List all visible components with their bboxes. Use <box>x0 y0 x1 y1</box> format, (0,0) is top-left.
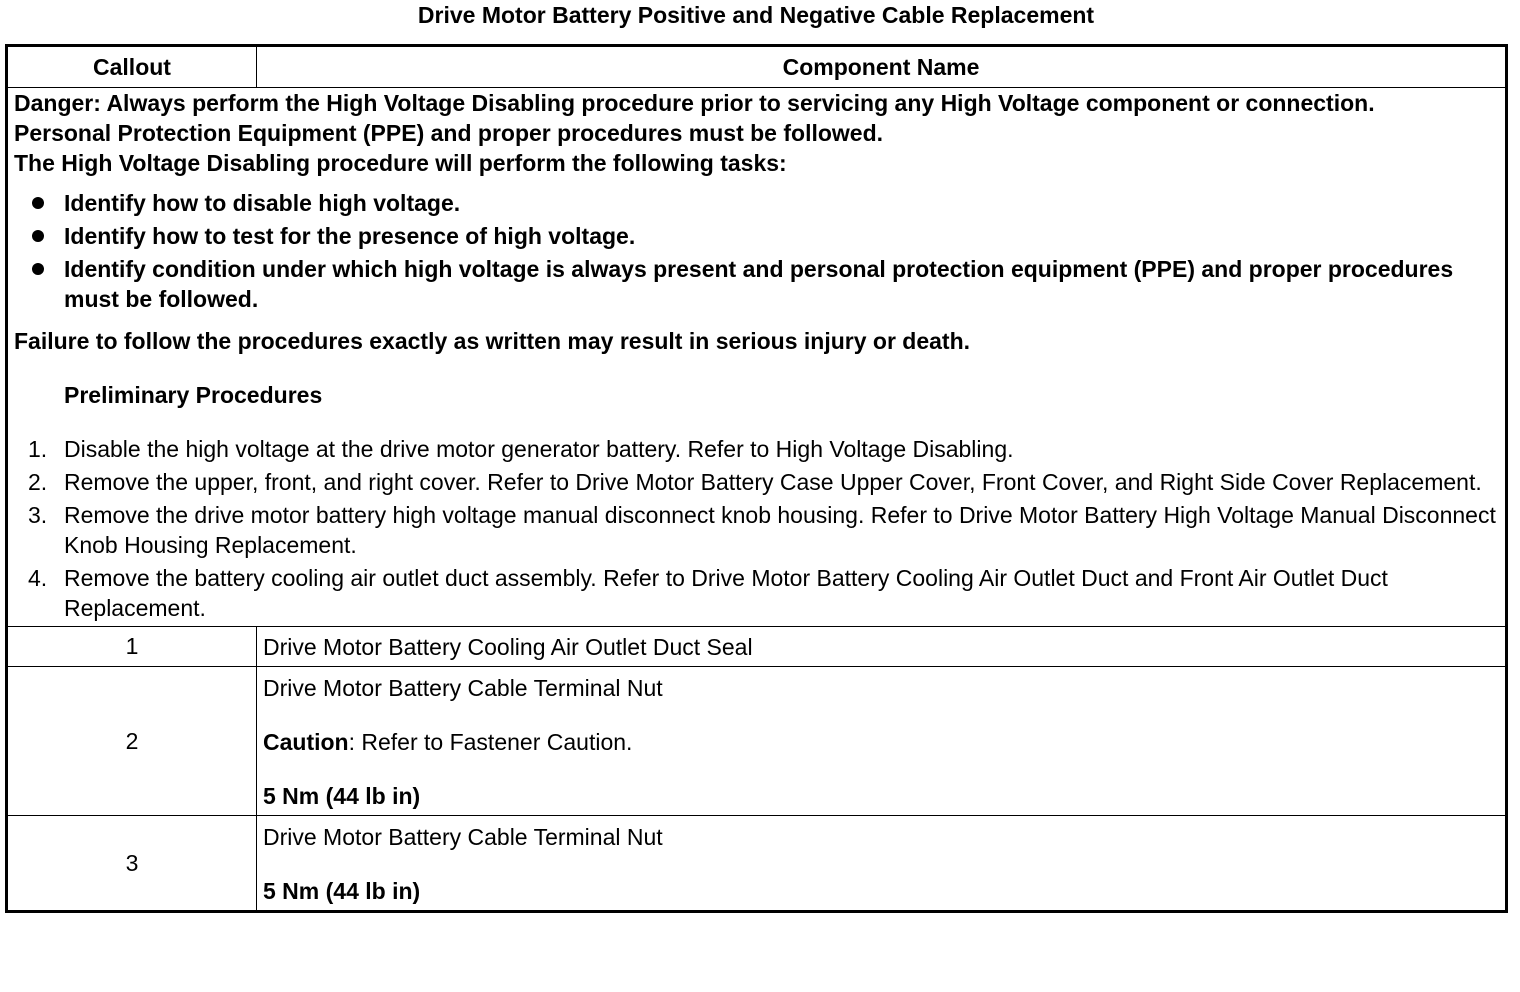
bullet-dot-icon <box>32 197 44 209</box>
table-row <box>7 816 1507 912</box>
task-bullet-list <box>14 188 1499 314</box>
preliminary-steps-list <box>14 434 1499 623</box>
caution-text: : Refer to Fastener Caution. <box>348 729 633 755</box>
torque-spec: 5 Nm (44 lb in) <box>263 783 421 809</box>
component-name-cell: Drive Motor Battery Cooling Air Outlet Duct Seal <box>257 627 1507 667</box>
component-name-column-header: Component Name <box>257 46 1507 88</box>
step-text: Disable the high voltage at the drive motor generator battery. Refer to High Voltage Disabling. <box>64 436 1014 462</box>
preliminary-procedures-heading: Preliminary Procedures <box>64 382 323 408</box>
notice-row <box>7 88 1507 627</box>
safety-notice <box>7 88 1507 627</box>
step-item <box>14 434 1499 464</box>
component-detail <box>263 667 1499 815</box>
step-item <box>14 467 1499 497</box>
step-text: Remove the battery cooling air outlet duct assembly. Refer to Drive Motor Battery Cooling Air Outlet Duct and Front Air Outlet Duct Replacement. <box>64 565 1388 621</box>
step-text: Remove the drive motor battery high voltage manual disconnect knob housing. Refer to Drive Motor Battery High Voltage Manual Disconnect Knob Housing Replacement. <box>64 502 1496 558</box>
callout-cell: 2 <box>7 667 257 816</box>
bullet-text: Identify how to disable high voltage. <box>64 190 461 216</box>
ppe-statement: Personal Protection Equipment (PPE) and proper procedures must be followed. <box>14 120 884 146</box>
bullet-dot-icon <box>32 230 44 242</box>
component-name-cell <box>257 816 1507 912</box>
component-table <box>5 44 1508 913</box>
component-name: Drive Motor Battery Cable Terminal Nut <box>263 824 663 850</box>
callout-cell: 1 <box>7 627 257 667</box>
step-text: Remove the upper, front, and right cover. Refer to Drive Motor Battery Case Upper Cover, Front Cover, and Right Side Cover Replacement. <box>64 469 1482 495</box>
step-number: 4. <box>28 565 48 591</box>
step-item <box>14 563 1499 623</box>
component-name-cell <box>257 667 1507 816</box>
bullet-text: Identify condition under which high voltage is always present and personal protection equipment (PPE) and proper procedures must be followed. <box>64 256 1454 312</box>
torque-spec: 5 Nm (44 lb in) <box>263 878 421 904</box>
step-number: 2. <box>28 469 48 495</box>
danger-warning: Danger: Always perform the High Voltage Disabling procedure prior to servicing any High Voltage component or connection. <box>14 90 1375 116</box>
callout-cell: 3 <box>7 816 257 912</box>
component-detail <box>263 816 1499 910</box>
bullet-item <box>14 221 1499 251</box>
callout-column-header: Callout <box>7 46 257 88</box>
step-item <box>14 500 1499 560</box>
table-row <box>7 627 1507 667</box>
step-number: 1. <box>28 436 48 462</box>
table-header-row <box>7 46 1507 88</box>
bullet-item <box>14 188 1499 218</box>
document-title: Drive Motor Battery Positive and Negative Cable Replacement <box>417 2 1095 28</box>
component-name: Drive Motor Battery Cable Terminal Nut <box>263 675 663 701</box>
failure-warning: Failure to follow the procedures exactly as written may result in serious injury or death. <box>14 328 971 354</box>
bullet-item <box>14 254 1499 314</box>
table-row <box>7 667 1507 816</box>
tasks-intro: The High Voltage Disabling procedure will perform the following tasks: <box>14 150 787 176</box>
caution-note <box>263 727 1499 757</box>
step-number: 3. <box>28 502 48 528</box>
bullet-dot-icon <box>32 263 44 275</box>
bullet-text: Identify how to test for the presence of high voltage. <box>64 223 636 249</box>
caution-label: Caution <box>263 729 349 755</box>
